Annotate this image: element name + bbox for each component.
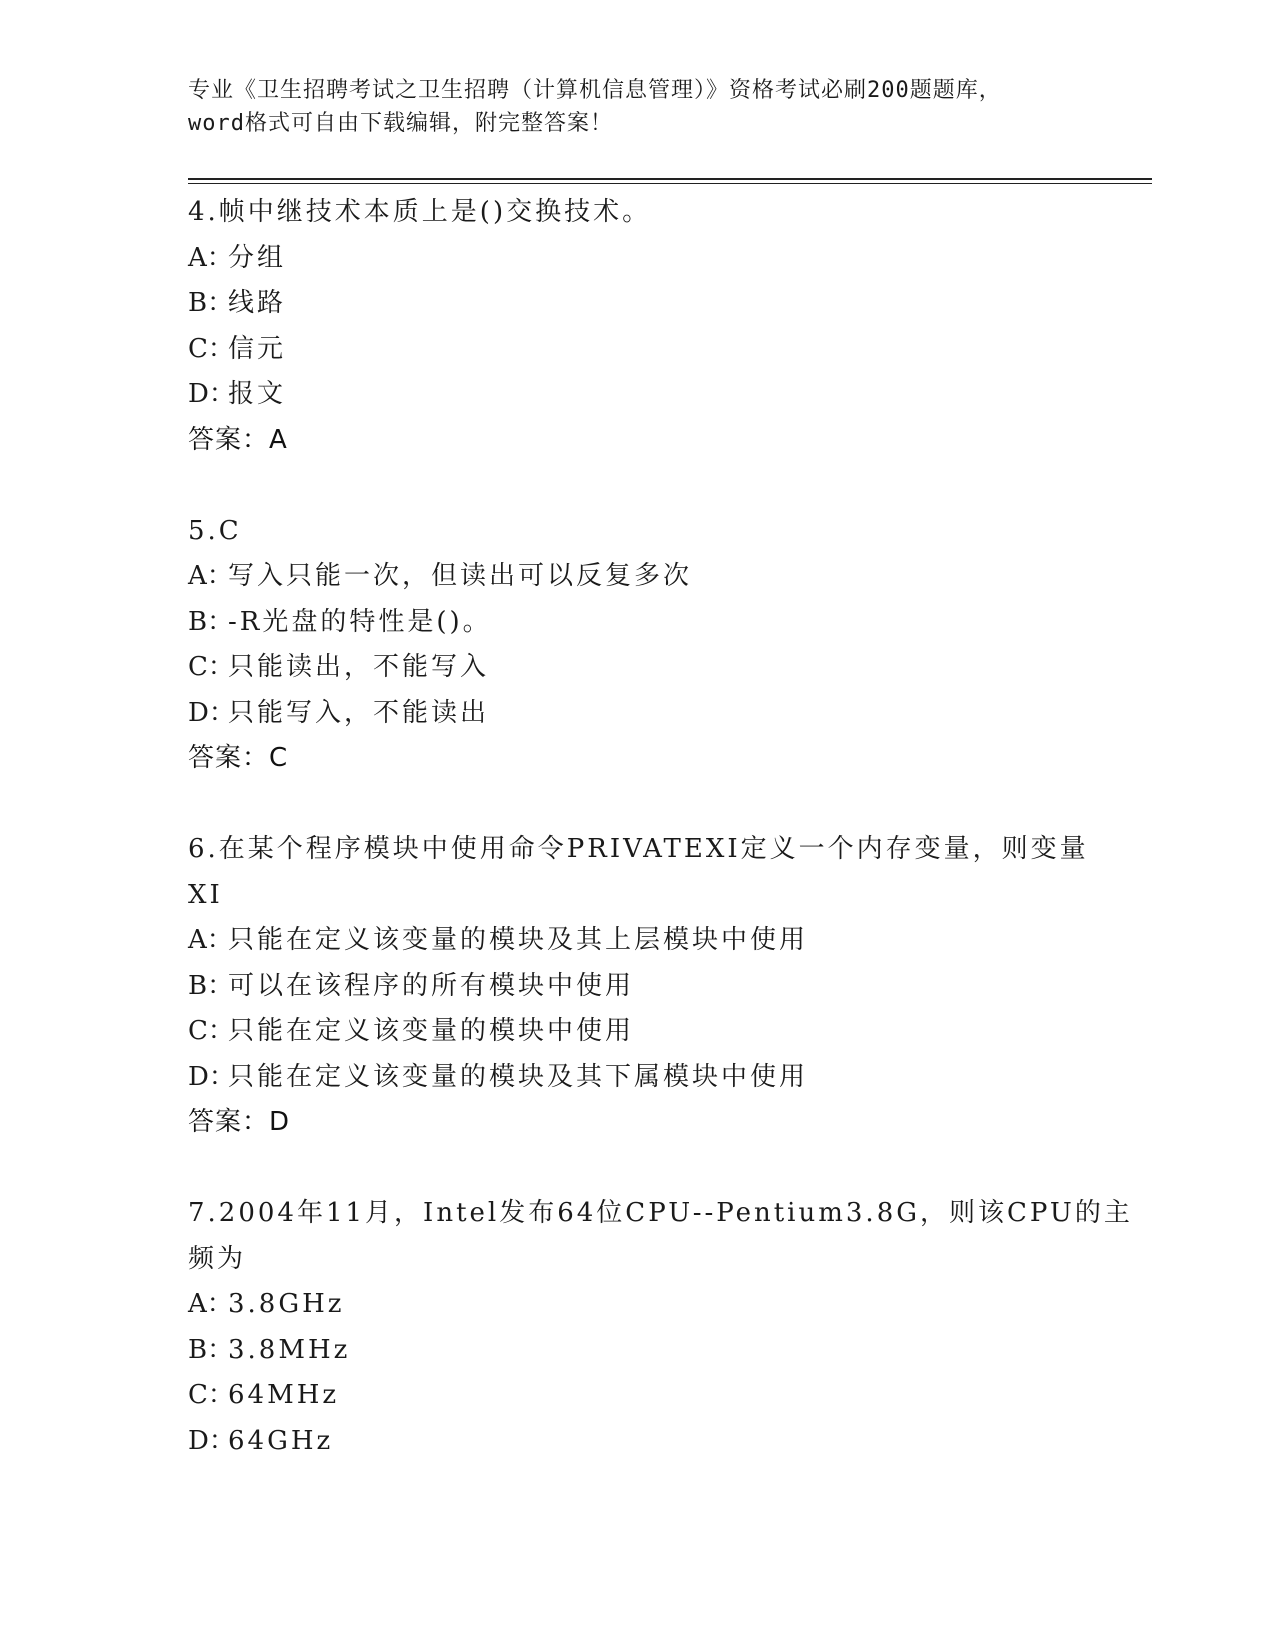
question-block (188, 1191, 1133, 1464)
option-letter: B： (188, 288, 234, 318)
option-text: 3.8MHz (228, 1334, 351, 1365)
question-stem: 频为 (188, 1243, 247, 1274)
option-row (188, 372, 1088, 418)
option-text: 线路 (228, 288, 287, 318)
answer-line: 答案：D (188, 1107, 291, 1137)
question-stem: 6.在某个程序模块中使用命令PRIVATEXI定义一个内存变量，则变量 (188, 834, 1089, 864)
option-row (188, 964, 1088, 1010)
header-divider-thin (188, 183, 1152, 184)
option-letter: D： (188, 379, 235, 409)
option-letter: D： (188, 1061, 235, 1092)
option-text: 只能读出，不能写入 (228, 652, 490, 682)
option-text: 只能在定义该变量的模块及其下属模块中使用 (228, 1061, 809, 1092)
option-text: 64MHz (228, 1380, 340, 1410)
option-text: 64GHz (228, 1425, 334, 1456)
question-stem: 5.C (188, 515, 242, 546)
option-letter: B： (188, 1334, 234, 1365)
option-row (188, 1373, 1088, 1419)
question-block (188, 509, 1088, 782)
option-row (188, 1328, 1088, 1374)
option-text: 3.8GHz (228, 1289, 345, 1319)
header-divider (188, 178, 1152, 180)
option-letter: A： (188, 925, 233, 955)
option-row (188, 1419, 1088, 1465)
option-letter: D： (188, 1425, 235, 1456)
option-letter: C： (188, 652, 234, 682)
question-block (188, 827, 1088, 1146)
question-stem: XI (188, 879, 223, 910)
option-letter: A： (188, 242, 233, 273)
document-header (188, 74, 1088, 140)
option-text: 可以在该程序的所有模块中使用 (228, 970, 635, 1001)
option-letter: C： (188, 1016, 234, 1046)
option-letter: A： (188, 561, 233, 591)
option-row (188, 554, 1088, 600)
option-text: 分组 (228, 242, 287, 273)
option-text: 只能在定义该变量的模块及其上层模块中使用 (228, 925, 809, 955)
option-text: 信元 (228, 333, 287, 364)
option-letter: B： (188, 970, 234, 1001)
option-row (188, 327, 1088, 373)
option-text: 只能写入，不能读出 (228, 697, 490, 728)
option-row (188, 1055, 1088, 1101)
option-letter: C： (188, 333, 234, 364)
option-row (188, 918, 1088, 964)
option-letter: D： (188, 697, 235, 728)
header-title-line-1: 专业《卫生招聘考试之卫生招聘（计算机信息管理）》资格考试必刷200题题库， (188, 78, 1002, 103)
question-stem: 7.2004年11月，Intel发布64位CPU--Pentium3.8G，则该CPU的主 (188, 1198, 1133, 1228)
option-text: 报文 (228, 379, 287, 409)
option-text: 写入只能一次，但读出可以反复多次 (228, 561, 693, 591)
option-row (188, 1009, 1088, 1055)
question-stem: 4.帧中继技术本质上是()交换技术。 (188, 197, 652, 227)
option-text: -R光盘的特性是()。 (228, 606, 492, 637)
option-row (188, 281, 1088, 327)
option-letter: B： (188, 606, 234, 637)
option-row (188, 600, 1088, 646)
option-row (188, 691, 1088, 737)
answer-line: 答案：A (188, 424, 288, 455)
option-row (188, 1282, 1088, 1328)
option-letter: A： (188, 1289, 233, 1319)
question-list (188, 190, 1133, 1464)
answer-line: 答案：C (188, 743, 289, 773)
option-row (188, 645, 1088, 691)
option-text: 只能在定义该变量的模块中使用 (228, 1016, 635, 1046)
header-title-line-2: word格式可自由下载编辑，附完整答案！ (188, 111, 613, 136)
question-block (188, 190, 1088, 463)
option-letter: C： (188, 1380, 234, 1410)
option-row (188, 236, 1088, 282)
